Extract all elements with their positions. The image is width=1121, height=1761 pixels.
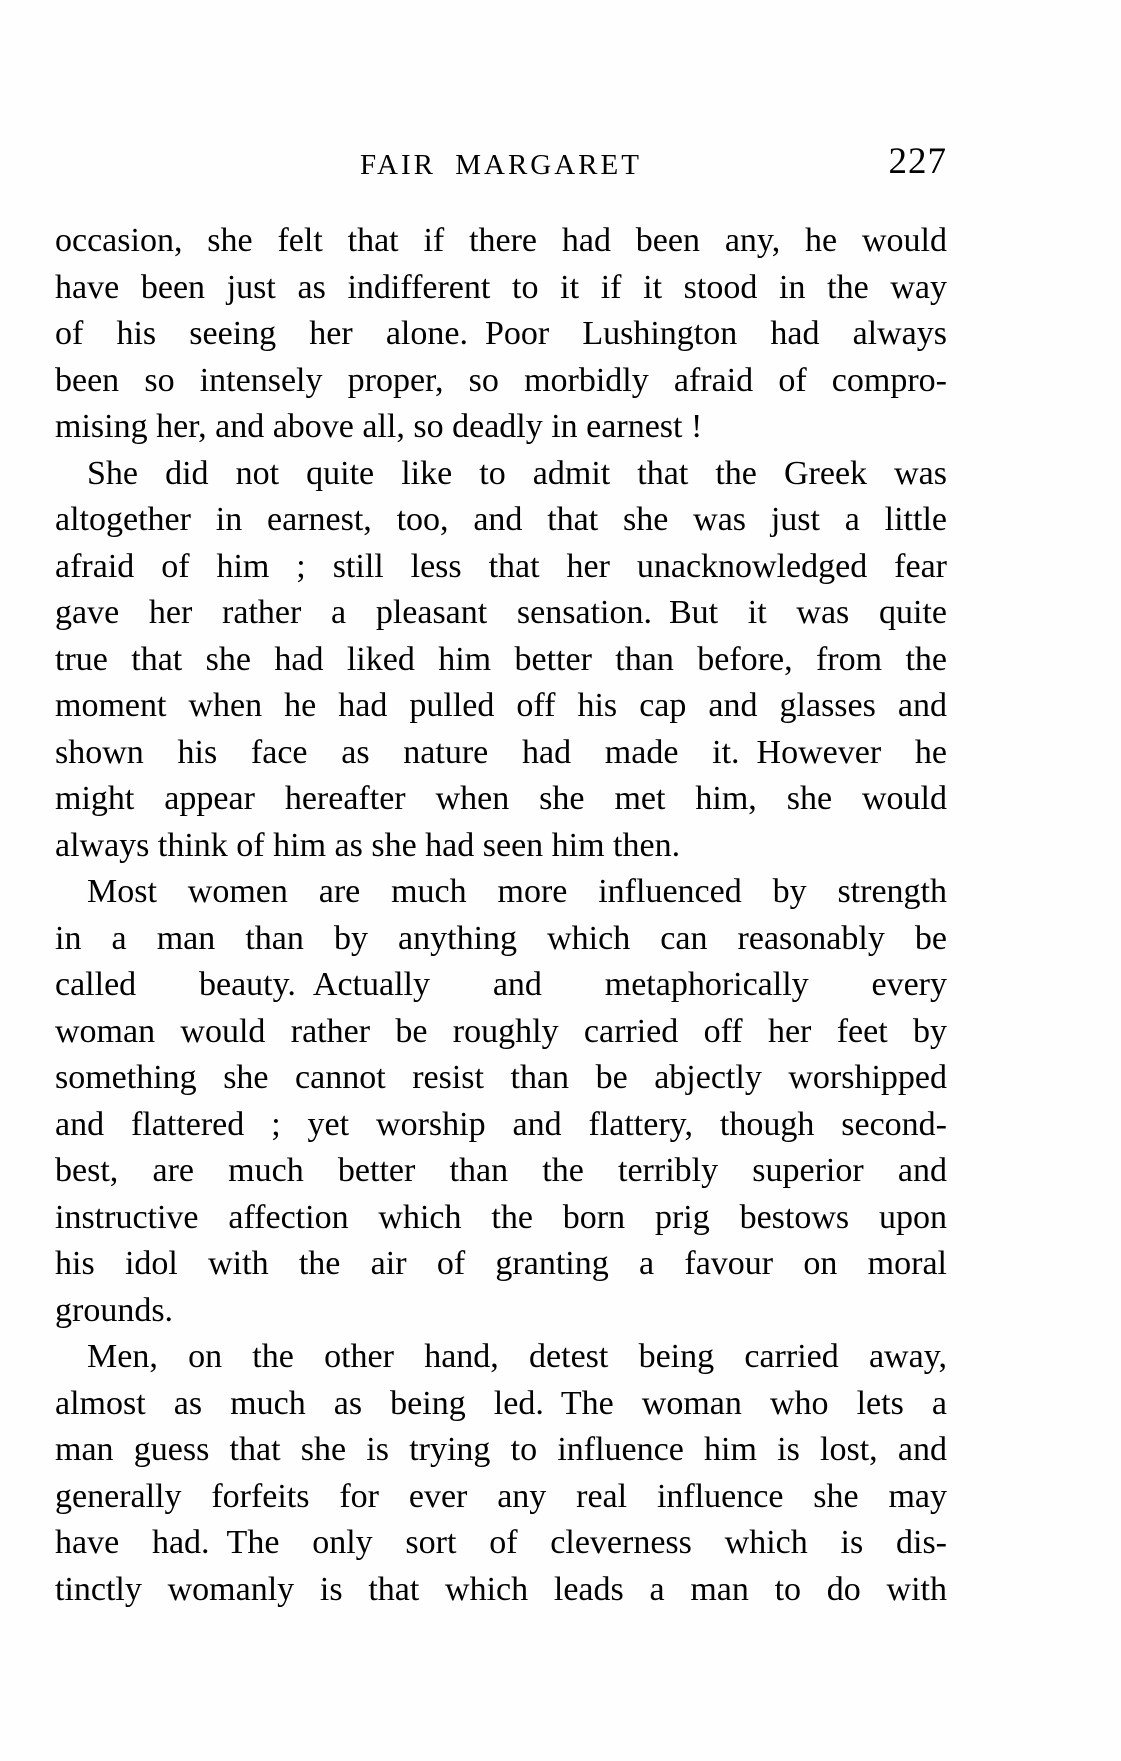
text-line: grounds. — [55, 1291, 174, 1329]
text-line: man guess that she is trying to influence him is lost, and — [55, 1431, 947, 1468]
text-line: always think of him as she had seen him then. — [55, 826, 681, 864]
text-line: She did not quite like to admit that the Greek was — [87, 454, 947, 492]
text-line: shown his face as nature had made it. However he — [55, 733, 947, 771]
text-line: instructive affection which the born prig bestows upon — [55, 1198, 947, 1236]
page-header — [55, 141, 947, 190]
text-line: almost as much as being led. The woman who lets a — [55, 1384, 947, 1422]
text-line: afraid of him ; still less that her unacknowledged fear — [55, 547, 947, 585]
text-line: his idol with the air of granting a favour on moral — [55, 1245, 947, 1282]
text-line: occasion, she felt that if there had been any, he would — [55, 222, 947, 259]
text-line: called beauty. Actually and metaphorically every — [55, 966, 947, 1003]
paragraph — [55, 869, 947, 1334]
text-line: been so intensely proper, so morbidly afraid of compro- — [55, 361, 947, 399]
page-number: 227 — [888, 141, 947, 182]
paragraph — [55, 451, 947, 870]
paragraph — [55, 1334, 947, 1613]
text-line: tinctly womanly is that which leads a man to do with — [55, 1570, 947, 1608]
text-line: might appear hereafter when she met him, she would — [55, 780, 947, 817]
paragraph — [55, 218, 947, 451]
text-line: Most women are much more influenced by strength — [87, 873, 947, 910]
text-line: moment when he had pulled off his cap and glasses and — [55, 687, 947, 724]
text-line: true that she had liked him better than before, from the — [55, 640, 947, 678]
running-title: FAIR MARGARET — [360, 149, 642, 181]
text-line: gave her rather a pleasant sensation. But it was quite — [55, 594, 947, 631]
text-line: of his seeing her alone. Poor Lushington had always — [55, 315, 947, 352]
text-line: have been just as indifferent to it if it stood in the way — [55, 268, 947, 306]
text-line: best, are much better than the terribly superior and — [55, 1152, 947, 1189]
text-line: Men, on the other hand, detest being carried away, — [87, 1338, 947, 1375]
text-line: in a man than by anything which can reasonably be — [55, 919, 947, 957]
text-line: woman would rather be roughly carried off her feet by — [55, 1012, 947, 1050]
text-line: have had. The only sort of cleverness which is dis- — [55, 1524, 947, 1561]
text-line: and flattered ; yet worship and flattery, though second- — [55, 1105, 947, 1143]
page-body — [55, 218, 947, 1613]
text-line: something she cannot resist than be abjectly worshipped — [55, 1059, 947, 1096]
text-line: generally forfeits for ever any real influence she may — [55, 1477, 947, 1515]
text-line: mising her, and above all, so deadly in earnest ! — [55, 408, 703, 445]
text-line: altogether in earnest, too, and that she was just a little — [55, 501, 947, 538]
